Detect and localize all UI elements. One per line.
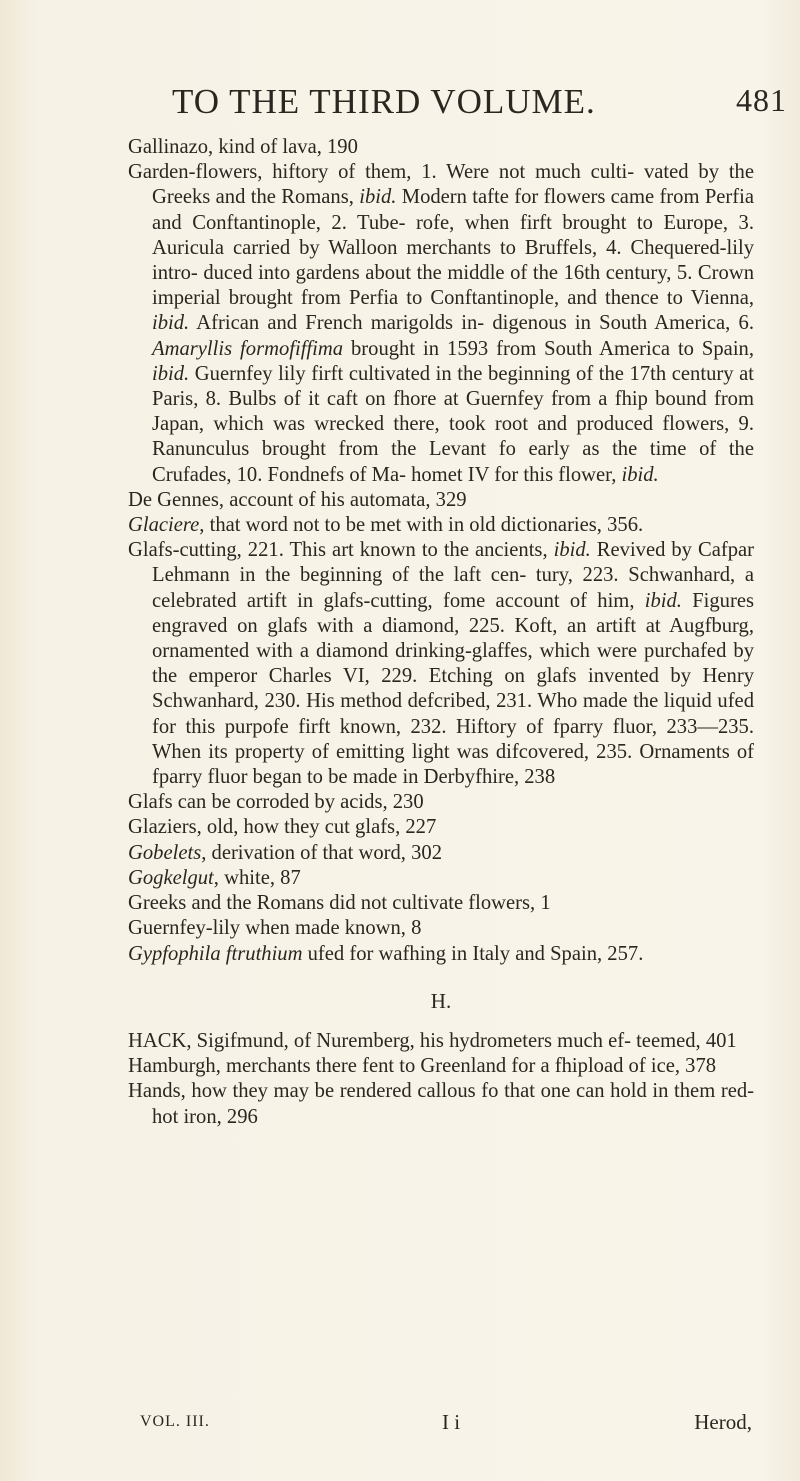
index-entry bbox=[128, 891, 754, 916]
signature-mark: I i bbox=[442, 1410, 461, 1434]
index-entry-text: Hamburgh, merchants there fent to Greenland for a fhipload of ice, 378 bbox=[128, 1055, 717, 1078]
index-entry-italic: Gypfophila ftruthium bbox=[128, 942, 303, 965]
index-entry-text: Glaziers, old, how they cut glafs, 227 bbox=[128, 816, 437, 839]
index-entry bbox=[128, 916, 754, 941]
index-section-h bbox=[128, 1029, 754, 1130]
index-entry bbox=[128, 1029, 754, 1054]
index-entry-italic: Amaryllis formofiffima bbox=[152, 337, 344, 360]
index-entry-text: De Gennes, account of his automata, 329 bbox=[128, 488, 467, 511]
index-entry-text: Guernfey lily firft cultivated in the beginning of the 17th century at Paris, 8. Bulbs of it caft on fhore at Guernfey from a fhip bound from Japan, which was wrecked there, took root and produced flowers, 9. Ranunculus brought from the Levant fo early as the time of the Crufades, 10. Fondnefs of Ma- homet IV for this flower, bbox=[152, 362, 754, 486]
volume-mark: VOL. III. bbox=[140, 1413, 210, 1430]
index-entry-italic: ibid. bbox=[359, 186, 397, 209]
index-entry-text: Gallinazo, kind of lava, 190 bbox=[128, 136, 358, 158]
index-entry-text: Guernfey-lily when made known, 8 bbox=[128, 917, 422, 940]
index-entry-text: , that word not to be met with in old dictionaries, 356. bbox=[199, 514, 644, 537]
index-entry bbox=[128, 841, 754, 866]
index-entry bbox=[128, 513, 754, 538]
index-entry bbox=[128, 866, 754, 891]
index-entry bbox=[128, 538, 754, 790]
index-entry-text: Revived by Cafpar Lehmann in the beginning of the laft cen- tury, 223. Schwanhard, a celebrated artift in glafs-cutting, fome account of him, bbox=[152, 539, 755, 612]
index-entry-italic: ibid. bbox=[621, 463, 659, 486]
index-entry-text: Glafs can be corroded by acids, 230 bbox=[128, 791, 424, 814]
index-entry bbox=[128, 942, 754, 967]
index-entry-italic: Gobelets bbox=[128, 841, 202, 864]
index-entry-text: Figures engraved on glafs with a diamond, 225. Koft, an artift at Augfburg, ornamented with a diamond drinking-glaffes, which were purchafed by the emperor Charles VI, 229. Etching on glafs invented by Henry Schwanhard, 230. His method defcribed, 231. Who made the liquid ufed for this purpofe firft known, 232. Hiftory of fparry fluor, 233—235. When its property of emitting light was difcovered, 235. Ornaments of fparry fluor began to be made in Derbyfhire, 238 bbox=[152, 589, 754, 789]
index-entry bbox=[128, 488, 754, 513]
index-entry-text: brought in 1593 from South America to Spain, bbox=[343, 337, 754, 360]
index-entry-text: Greeks and the Romans did not cultivate flowers, 1 bbox=[128, 892, 551, 915]
index-entry bbox=[128, 1054, 754, 1079]
index-entry bbox=[128, 815, 754, 840]
index-entry-text: Glafs-cutting, 221. This art known to the ancients, bbox=[128, 539, 554, 562]
index-entry-italic: ibid. bbox=[553, 539, 591, 562]
index-entry-text: HACK, Sigifmund, of Nuremberg, his hydrometers much ef- teemed, 401 bbox=[128, 1029, 737, 1052]
index-entry-text: Hands, how they may be rendered callous fo that one can hold in them red-hot iron, 296 bbox=[128, 1080, 754, 1128]
index-entry-text: , derivation of that word, 302 bbox=[201, 841, 442, 864]
index-entry-italic: ibid. bbox=[152, 362, 190, 385]
index-entry-italic: ibid. bbox=[644, 589, 682, 612]
index-entry-text: Modern tafte for flowers came from Perfia and Conftantinople, 2. Tube- rofe, when firft brought to Europe, 3. Auricula carried by Walloon merchants to Bruffels, 4. Chequered-lily intro- duced into gardens about the middle of the 16th century, 5. Crown imperial brought from Perfia to Conftantinople, and thence to Vienna, bbox=[152, 186, 754, 310]
index-entry-text: , white, 87 bbox=[213, 866, 301, 889]
index-entry-text: African and French marigolds in- digenous in South America, 6. bbox=[189, 312, 754, 335]
index-entry-text: ufed for wafhing in Italy and Spain, 257. bbox=[302, 942, 644, 965]
index-body bbox=[128, 135, 754, 1130]
index-entry-text: Garden-flowers, hiftory of them, 1. Were not much culti- vated by the Greeks and the Romans, bbox=[128, 161, 754, 209]
section-letter-h: H. bbox=[430, 988, 452, 1013]
page-number: 481 bbox=[736, 82, 787, 118]
index-entry-italic: ibid. bbox=[152, 312, 190, 335]
running-head bbox=[172, 82, 787, 122]
index-entry-italic: Gogkelgut bbox=[128, 866, 214, 889]
index-entry bbox=[128, 135, 754, 160]
index-entry bbox=[128, 160, 754, 488]
running-title: TO THE THIRD VOLUME. bbox=[172, 82, 596, 121]
index-entry bbox=[128, 1079, 754, 1129]
index-entry-italic: Glaciere bbox=[128, 514, 200, 537]
index-section-g bbox=[128, 135, 754, 967]
index-entry bbox=[128, 790, 754, 815]
catchword: Herod, bbox=[694, 1410, 752, 1434]
